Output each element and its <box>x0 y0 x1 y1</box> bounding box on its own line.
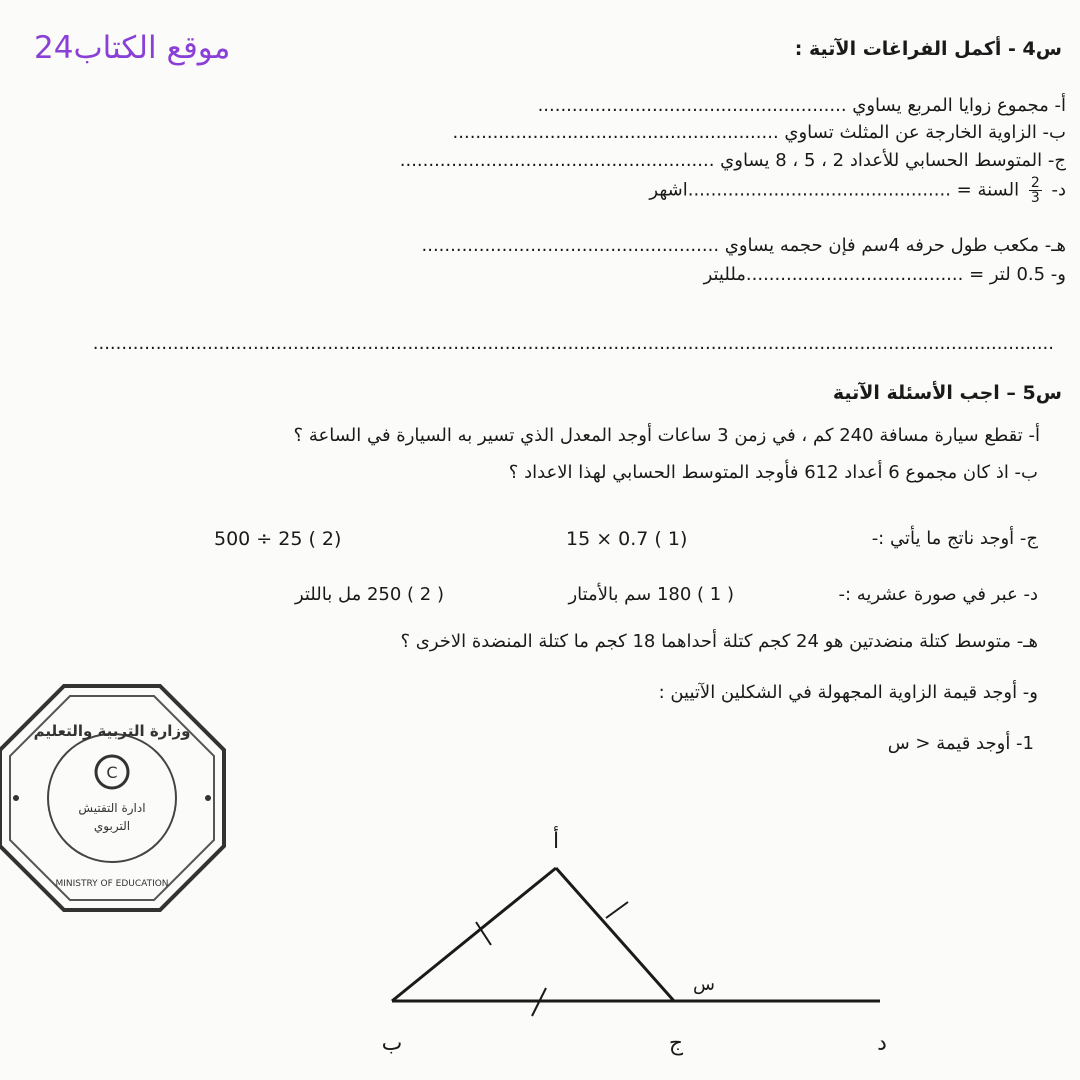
q5-item-a: أ- تقطع سيارة مسافة 240 كم ، في زمن 3 ساعات أوجد المعدل الذي تسير به السيارة في الساعة ؟ <box>293 425 1040 446</box>
seal-center-text-2: التربوي <box>93 819 131 833</box>
q5-item-d-1: ( 1 ) 180 سم بالأمتار <box>568 584 734 605</box>
seal-bottom-text: MINISTRY OF EDUCATION <box>55 879 169 889</box>
q5-item-c-label: ج- أوجد ناتج ما يأتي :- <box>871 528 1038 549</box>
angle-label-sin: س <box>693 974 715 995</box>
q5-item-d-2: ( 2 ) 250 مل باللتر <box>294 584 444 605</box>
vertex-label-alef: أ <box>552 829 560 854</box>
svg-text:C: C <box>106 763 118 782</box>
q5-item-b: ب- اذ كان مجموع 6 أعداد 612 فأوجد المتوسط الحسابي لهذا الاعداد ؟ <box>508 462 1038 483</box>
q4-item-a: أ- مجموع زوايا المربع يساوي ...................................................... <box>537 95 1066 116</box>
fraction-denominator: 3 <box>1030 190 1040 206</box>
site-watermark: موقع الكتاب24 <box>34 30 231 66</box>
q5-item-c-2: 500 ÷ 25 ( 2) <box>214 528 342 550</box>
q5-item-e: هـ- متوسط كتلة منضدتين هو 24 كجم كتلة أحداهما 18 كجم ما كتلة المنضدة الاخرى ؟ <box>400 631 1038 652</box>
q4-item-f: و- 0.5 لتر = ......................................ملليتر <box>703 264 1066 285</box>
q4-item-b: ب- الزاوية الخارجة عن المثلث تساوي ......................................................... <box>452 122 1066 143</box>
q4-item-d-prefix: د- <box>1051 179 1066 201</box>
q5-item-c-1: 15 × 0.7 ( 1) <box>566 528 688 550</box>
q4-item-e: هـ- مكعب طول حرفه 4سم فإن حجمه يساوي .................................................... <box>421 235 1066 256</box>
q5-title: س5 – اجب الأسئلة الآتية <box>832 382 1062 404</box>
q5-item-d-label: د- عبر في صورة عشريه :- <box>838 584 1038 605</box>
vertex-label-jim: ج <box>668 1031 684 1056</box>
seal-ring-text: وزارة التربية والتعليم <box>33 722 191 740</box>
q5-item-f: و- أوجد قيمة الزاوية المجهولة في الشكلين الآتيين : <box>658 682 1038 703</box>
fraction-numerator: 2 <box>1030 175 1040 191</box>
q4-title: س4 - أكمل الفراغات الآتية : <box>794 38 1062 60</box>
vertex-label-dal: د <box>877 1031 887 1056</box>
q4-item-d-rest: السنة = ..............................................اشهر <box>649 179 1020 201</box>
seal-center-text-1: ادارة التفتيش <box>78 801 146 815</box>
q4-item-c: ج- المتوسط الحسابي للأعداد 2 ، 5 ، 8 يساوي ....................................................... <box>399 150 1066 171</box>
q4-separator-dots: ........................................................................................................................................................................ <box>92 333 1054 354</box>
q5-item-f-1: 1- أوجد قيمة < س <box>887 733 1034 754</box>
vertex-label-ba: ب <box>381 1031 403 1056</box>
